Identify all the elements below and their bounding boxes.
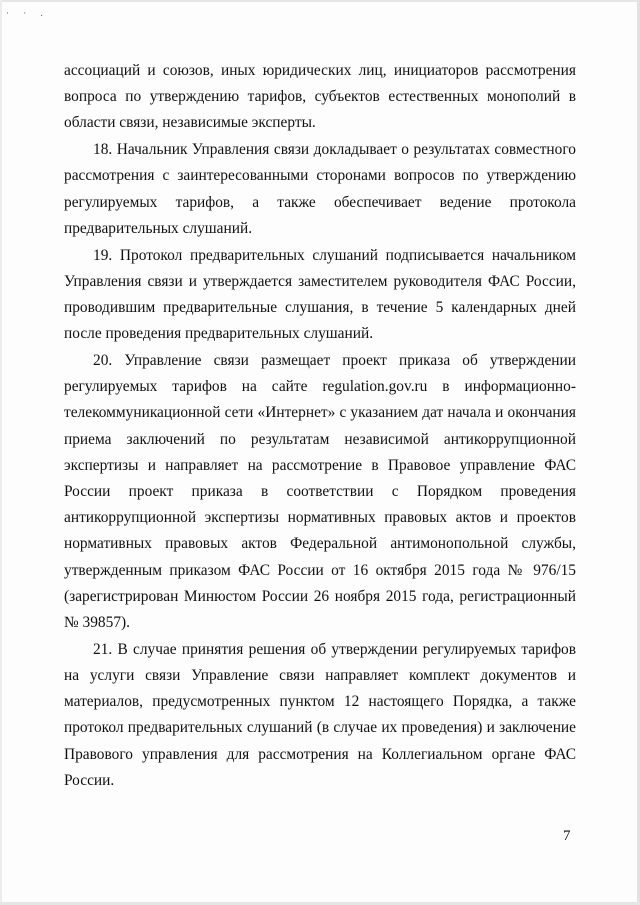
scan-specks: · · . <box>6 8 49 18</box>
scan-edge-top <box>0 0 640 2</box>
paragraph-18: 18. Начальник Управления связи докладывает о результатах совместного рассмотрения с заинтересованными сторонами вопросов по утверждению регулируемых тарифов, а также обеспечивает ведение протокола предварительных слушаний. <box>64 141 576 237</box>
paragraph-20: 20. Управление связи размещает проект приказа об утверждении регулируемых тарифов на сайте regulation.gov.ru в информационно-телекоммуникационной сети «Интернет» с указанием дат начала и окончания приема заключений по результатам независимой антикоррупционной экспертизы и направляет на рассмотрение в Правовое управление ФАС России проект приказа в соответствии с Порядком проведения антикоррупционной экспертизы нормативных правовых актов и проектов нормативных правовых актов Федеральной антимонопольной службы, утвержденным приказом ФАС России от 16 октября 2015 года № 976/15 (зарегистрирован Минюстом России 26 ноября 2015 года, регистрационный № 39857). <box>64 352 576 632</box>
page-number: 7 <box>563 828 571 844</box>
paragraph-19: 19. Протокол предварительных слушаний подписывается начальником Управления связи и утверждается заместителем руководителя ФАС России, проводившим предварительные слушания, в течение 5 календарных дней после проведения предварительных слушаний. <box>64 246 576 343</box>
document-body <box>64 58 576 794</box>
scan-edge-left <box>0 0 2 905</box>
paragraph-21: 21. В случае принятия решения об утверждении регулируемых тарифов на услуги связи Управление связи направляет комплект документов и материалов, предусмотренных пунктом 12 настоящего Порядка, а также протокол предварительных слушаний (в случае их проведения) и заключение Правового управления для рассмотрения на Коллегиальном органе ФАС России. <box>64 640 576 789</box>
paragraph-continuation: ассоциаций и союзов, иных юридических лиц, инициаторов рассмотрения вопроса по утверждению тарифов, субъектов естественных монополий в области связи, независимые эксперты. <box>64 62 576 132</box>
